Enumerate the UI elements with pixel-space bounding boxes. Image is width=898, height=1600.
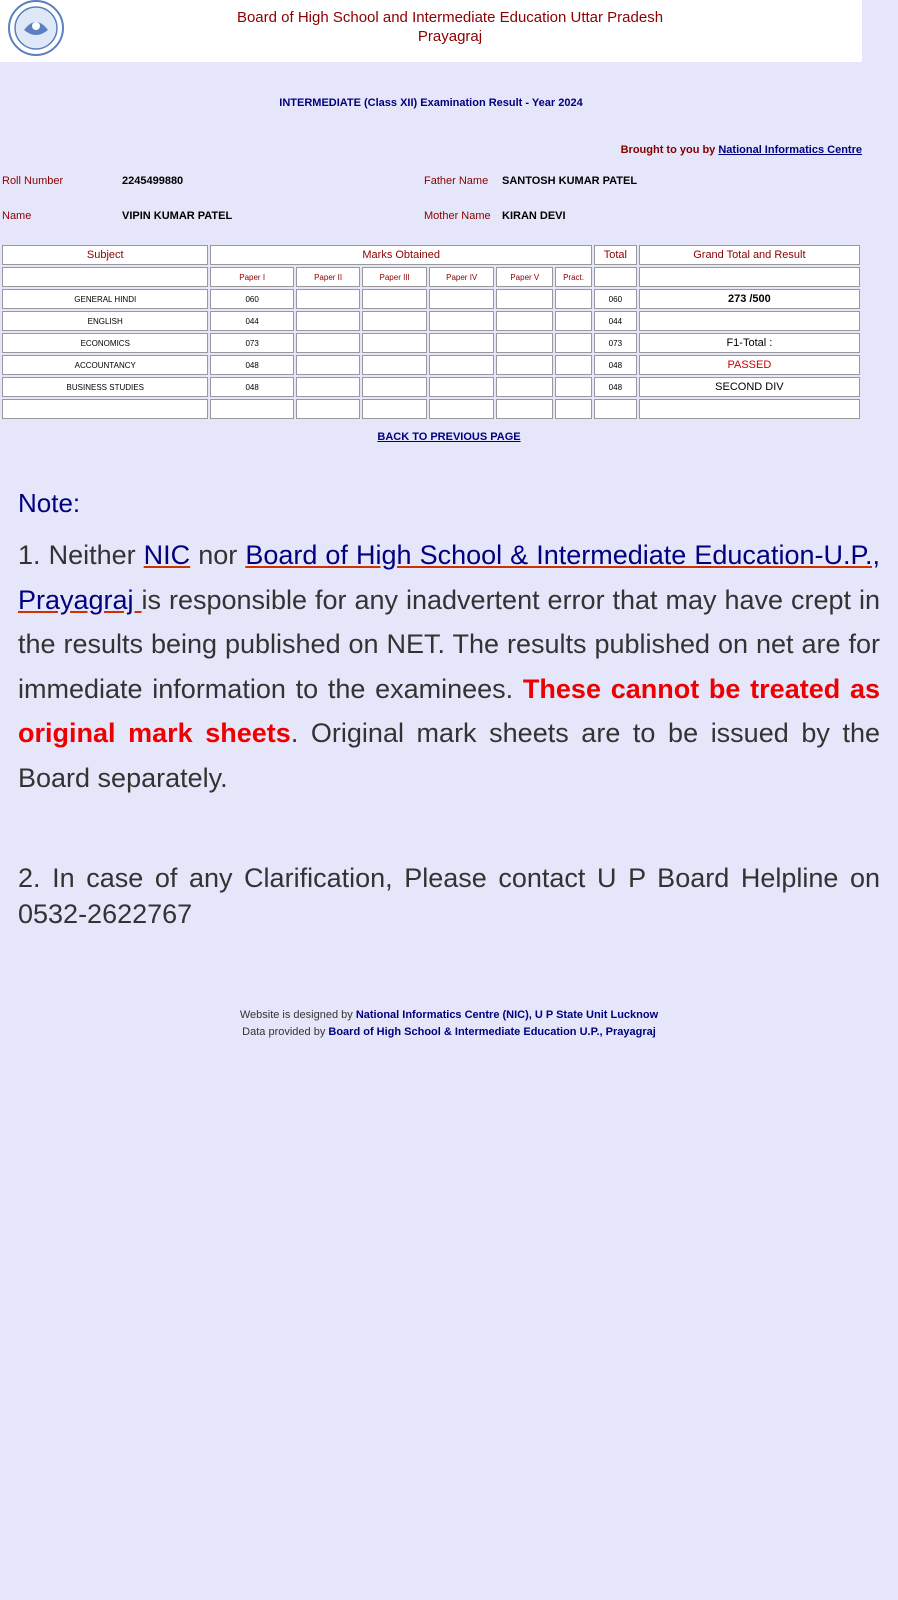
marks-table xyxy=(0,243,862,421)
paper-3-header: Paper III xyxy=(362,267,427,287)
subject-cell: ECONOMICS xyxy=(2,333,208,353)
result-cell xyxy=(639,311,860,331)
f1-total-label: F1-Total : xyxy=(639,333,860,353)
table-row xyxy=(2,333,860,353)
brought-by-prefix: Brought to you by xyxy=(620,144,719,156)
total-cell: 060 xyxy=(594,289,637,309)
subject-header: Subject xyxy=(2,245,208,265)
table-row-empty xyxy=(2,399,860,419)
practical-header: Pract. xyxy=(555,267,592,287)
total-cell: 044 xyxy=(594,311,637,331)
total-cell: 048 xyxy=(594,377,637,397)
subject-cell: ENGLISH xyxy=(2,311,208,331)
table-header-row xyxy=(2,245,860,265)
grand-total-value: 273 /500 xyxy=(639,289,860,309)
footer-line-2: Data provided by Board of High School & Intermediate Education U.P., Prayagraj xyxy=(242,1026,656,1038)
marks-obtained-header: Marks Obtained xyxy=(210,245,591,265)
paper-1-header: Paper I xyxy=(210,267,293,287)
roll-number-value: 2245499880 xyxy=(122,175,184,187)
roll-number-label: Roll Number xyxy=(2,175,64,187)
note-paragraph-1: 1. Neither NIC nor Board of High School & Intermediate Education-U.P., Prayagraj is responsible for any inadvertent error that may have crept in the results being published on NET. The results published on net are for immediate information to the examinees. These cannot be treated as original mark sheets. Original mark sheets are to be issued by the Board separately. xyxy=(18,540,880,793)
board-note-link[interactable]: Board of High School & Intermediate Education-U.P., Prayagraj xyxy=(18,540,880,615)
subject-cell: BUSINESS STUDIES xyxy=(2,377,208,397)
table-row xyxy=(2,377,860,397)
board-title xyxy=(200,8,700,46)
brought-by xyxy=(621,144,862,156)
paper-1-cell: 048 xyxy=(210,355,293,375)
board-title-line2: Prayagraj xyxy=(417,28,483,45)
paper-5-header: Paper V xyxy=(496,267,553,287)
name-label: Name xyxy=(2,210,32,222)
table-row xyxy=(2,311,860,331)
total-header: Total xyxy=(594,245,637,265)
father-name-value: SANTOSH KUMAR PATEL xyxy=(502,175,638,187)
note-paragraph-2: 2. In case of any Clarification, Please contact U P Board Helpline on 0532-2622767 xyxy=(18,863,880,929)
warning-text: These cannot be treated as original mark sheets xyxy=(18,673,880,748)
subject-cell: ACCOUNTANCY xyxy=(2,355,208,375)
up-board-emblem-icon xyxy=(2,0,66,58)
father-name-label: Father Name xyxy=(424,175,489,187)
paper-1-cell: 073 xyxy=(210,333,293,353)
paper-1-cell: 048 xyxy=(210,377,293,397)
result-status: PASSED xyxy=(639,355,860,375)
page-header xyxy=(0,0,862,62)
paper-1-cell: 044 xyxy=(210,311,293,331)
nic-note-link[interactable]: NIC xyxy=(143,540,191,570)
total-cell: 073 xyxy=(594,333,637,353)
footer-line-1: Website is designed by National Informatics Centre (NIC), U P State Unit Lucknow xyxy=(239,1009,659,1021)
note-title: Note: xyxy=(18,488,81,518)
division-cell: SECOND DIV xyxy=(639,377,860,397)
page-footer xyxy=(0,1007,898,1041)
exam-title: INTERMEDIATE (Class XII) Examination Result - Year 2024 xyxy=(279,97,583,109)
paper-header-row xyxy=(2,267,860,287)
back-to-previous-page-link[interactable]: BACK TO PREVIOUS PAGE xyxy=(377,431,521,443)
mother-name-value: KIRAN DEVI xyxy=(502,210,566,222)
total-cell: 048 xyxy=(594,355,637,375)
board-title-line1: Board of High School and Intermediate Education Uttar Pradesh xyxy=(236,9,664,26)
table-row xyxy=(2,289,860,309)
nic-link[interactable]: National Informatics Centre xyxy=(718,144,862,156)
subject-cell: GENERAL HINDI xyxy=(2,289,208,309)
mother-name-label: Mother Name xyxy=(424,210,491,222)
paper-4-header: Paper IV xyxy=(429,267,495,287)
paper-2-header: Paper II xyxy=(296,267,361,287)
paper-1-cell: 060 xyxy=(210,289,293,309)
grand-total-header: Grand Total and Result xyxy=(639,245,860,265)
name-value: VIPIN KUMAR PATEL xyxy=(122,210,233,222)
table-row xyxy=(2,355,860,375)
